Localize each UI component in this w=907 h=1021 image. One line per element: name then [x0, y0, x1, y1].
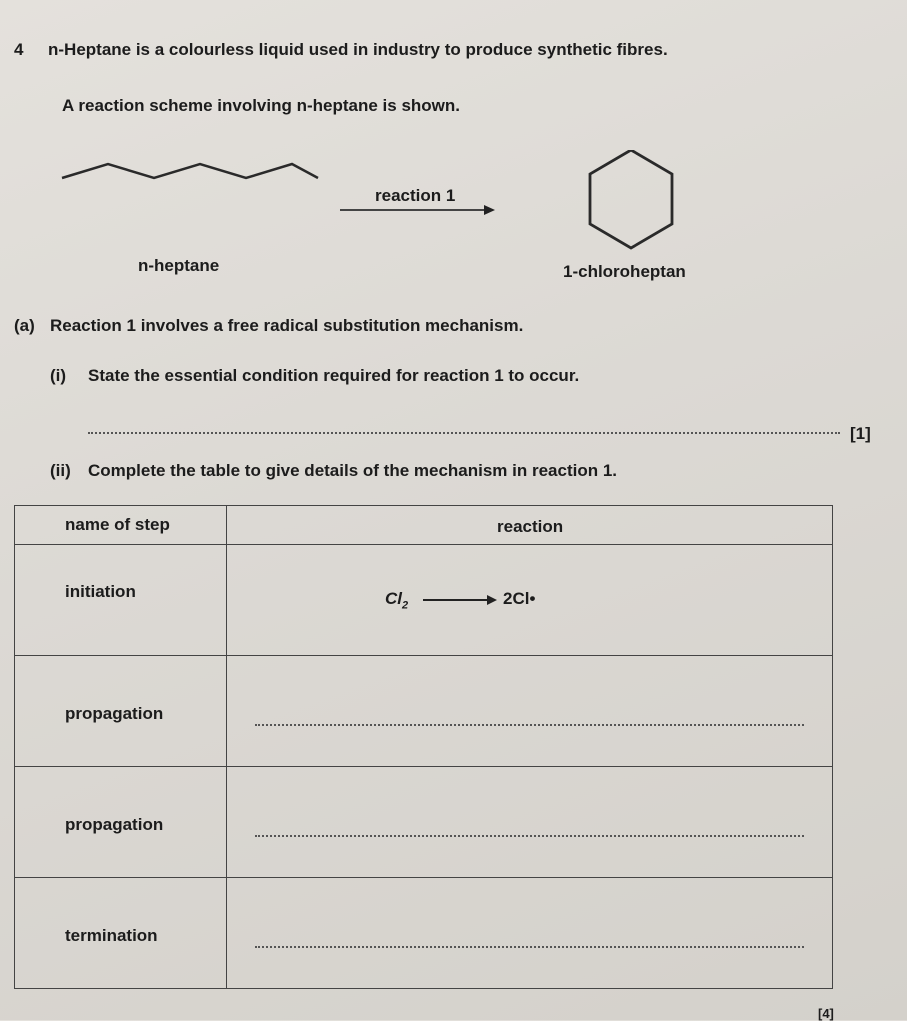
- step-name: initiation: [65, 582, 136, 601]
- reaction-cell[interactable]: [227, 878, 833, 989]
- header-name-of-step: name of step: [15, 506, 227, 545]
- question-number: 4: [14, 40, 24, 59]
- part-a-ii-label: (ii): [50, 461, 71, 480]
- product-label: 1-chloroheptan: [563, 262, 686, 281]
- step-name: propagation: [65, 704, 164, 723]
- table-row: [15, 767, 833, 878]
- table-row: [15, 545, 833, 656]
- part-a-text: Reaction 1 involves a free radical substitution mechanism.: [50, 316, 524, 335]
- cyclohexane-ring: [590, 150, 672, 248]
- mechanism-table: [14, 505, 833, 989]
- answer-line-termination[interactable]: [255, 946, 804, 948]
- question-intro: n-Heptane is a colourless liquid used in industry to produce synthetic fibres.: [48, 40, 668, 59]
- scheme-text: A reaction scheme involving n-heptane is shown.: [62, 96, 461, 115]
- heptane-skeleton: [62, 164, 318, 178]
- reaction-scheme: [0, 150, 907, 300]
- table-row: [15, 878, 833, 989]
- table-row: [15, 656, 833, 767]
- product-formula: 2Cl•: [503, 589, 536, 608]
- answer-line-propagation-2[interactable]: [255, 835, 804, 837]
- step-name-cell: [15, 767, 227, 878]
- reactant-formula: $Cl_2$: [385, 589, 409, 612]
- header-reaction: reaction: [227, 506, 833, 545]
- reactant-label: n-heptane: [138, 256, 220, 275]
- answer-line-i[interactable]: [88, 432, 840, 434]
- reaction-arrow-head: [484, 205, 495, 215]
- step-name-cell: [15, 656, 227, 767]
- step-name-cell: [15, 545, 227, 656]
- reaction-cell[interactable]: [227, 767, 833, 878]
- step-name: propagation: [65, 815, 164, 834]
- step-name-cell: [15, 878, 227, 989]
- initiation-arrow: [423, 593, 499, 607]
- arrow-label: reaction 1: [375, 186, 456, 205]
- part-a-label: (a): [14, 316, 35, 335]
- part-a-ii-text: Complete the table to give details of the mechanism in reaction 1.: [88, 461, 618, 480]
- answer-line-propagation-1[interactable]: [255, 724, 804, 726]
- part-a-i-label: (i): [50, 366, 67, 385]
- step-name: termination: [65, 926, 158, 945]
- table-marks: [4]: [818, 1006, 834, 1021]
- marks-i: [1]: [850, 424, 871, 443]
- part-a-i-text: State the essential condition required for reaction 1 to occur.: [88, 366, 580, 385]
- reaction-cell: [227, 545, 833, 656]
- reaction-cell[interactable]: [227, 656, 833, 767]
- table-header-row: [15, 506, 833, 545]
